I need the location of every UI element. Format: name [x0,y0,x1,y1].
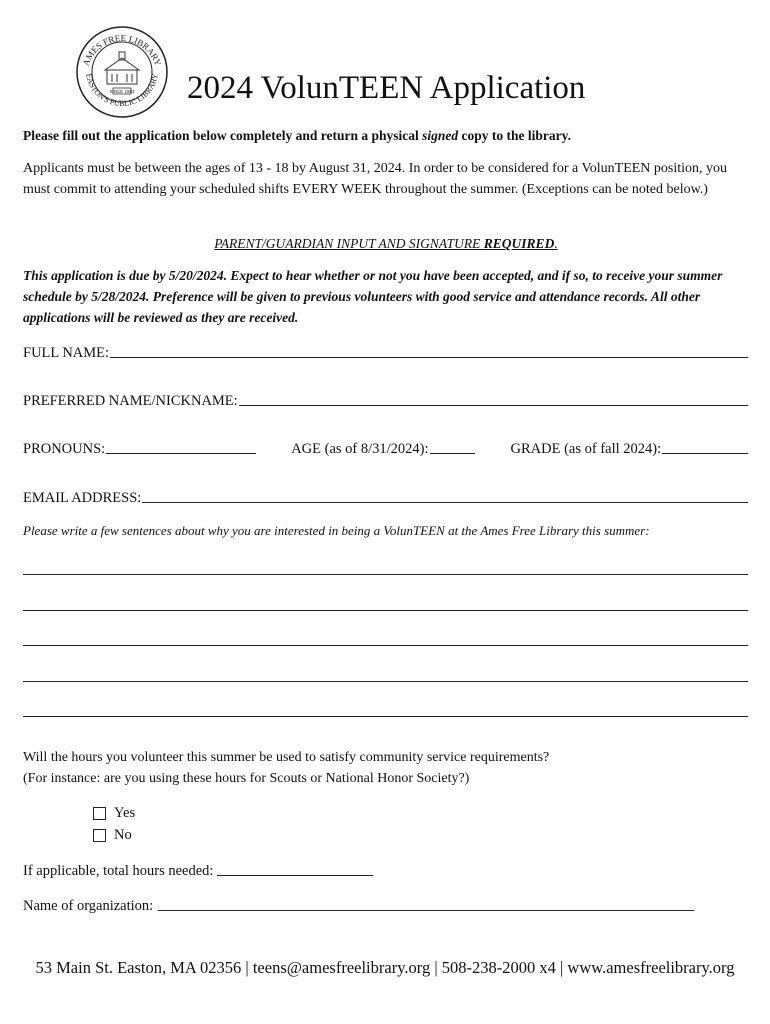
yes-label: Yes [114,805,136,821]
grade-input-line[interactable] [662,449,748,454]
logo-top-text: AMES FREE LIBRARY [80,32,164,68]
pronouns-input-line[interactable] [106,449,256,454]
due-date-notice: This application is due by 5/20/2024. Expect to hear whether or not you have been accepted, and if so, to receive your summer schedule by 5/28/2024. Preference will be given to previous volunteers with good service and attendance records. All other applications will be reviewed as they are received. [23,268,723,325]
hours-needed-field[interactable] [23,858,373,880]
library-logo [74,24,170,120]
option-yes[interactable] [93,805,135,822]
organization-input-line[interactable] [158,906,694,911]
logo-since-text: SINCE 1883 [109,89,135,94]
page-title: 2024 VolunTEEN Application [187,70,586,106]
essay-line[interactable] [23,610,748,611]
pronouns-label: PRONOUNS: [23,441,106,457]
option-no[interactable] [93,827,132,844]
demographics-row [23,436,748,458]
no-label: No [114,827,132,843]
full-name-field[interactable] [23,340,748,362]
essay-line[interactable] [23,716,748,717]
preferred-name-input-line[interactable] [239,401,748,406]
organization-field[interactable] [23,893,694,915]
yes-checkbox[interactable] [93,807,106,820]
community-service-question: Will the hours you volunteer this summer be used to satisfy community service requirements? [23,750,550,765]
footer-contact: 53 Main St. Easton, MA 02356 | teens@amesfreelibrary.org | 508-238-2000 x4 | www.amesfreelibrary.org [35,958,735,977]
organization-label: Name of organization: [23,898,154,914]
age-input-line[interactable] [430,449,475,454]
instruction-text: Please fill out the application below completely and return a physical signed copy to the library. [23,128,572,143]
no-checkbox[interactable] [93,829,106,842]
grade-label: GRADE (as of fall 2024): [510,441,662,457]
hours-needed-input-line[interactable] [217,871,373,876]
email-label: EMAIL ADDRESS: [23,490,142,506]
age-label: AGE (as of 8/31/2024): [291,441,429,457]
hours-needed-label: If applicable, total hours needed: [23,863,214,879]
essay-line[interactable] [23,645,748,646]
eligibility-text: Applicants must be between the ages of 13 - 18 by August 31, 2024. In order to be considered for a VolunTEEN position, you must commit to attending your scheduled shifts EVERY WEEK throughout the summer. (Exceptions can be noted below.) [23,161,728,197]
email-input-line[interactable] [142,498,748,503]
guardian-requirement: PARENT/GUARDIAN INPUT AND SIGNATURE REQUIRED. [214,236,558,251]
essay-prompt: Please write a few sentences about why you are interested in being a VolunTEEN at the Ames Free Library this summer: [23,523,650,538]
community-service-example: (For instance: are you using these hours for Scouts or National Honor Society?) [23,771,470,786]
library-seal-icon [74,24,170,120]
email-field[interactable] [23,485,748,507]
full-name-input-line[interactable] [110,353,748,358]
preferred-name-label: PREFERRED NAME/NICKNAME: [23,393,238,409]
full-name-label: FULL NAME: [23,345,110,361]
essay-line[interactable] [23,681,748,682]
essay-line[interactable] [23,574,748,575]
preferred-name-field[interactable] [23,388,748,410]
logo-bottom-text: EASTON'S PUBLIC LIBRARY [84,72,160,108]
